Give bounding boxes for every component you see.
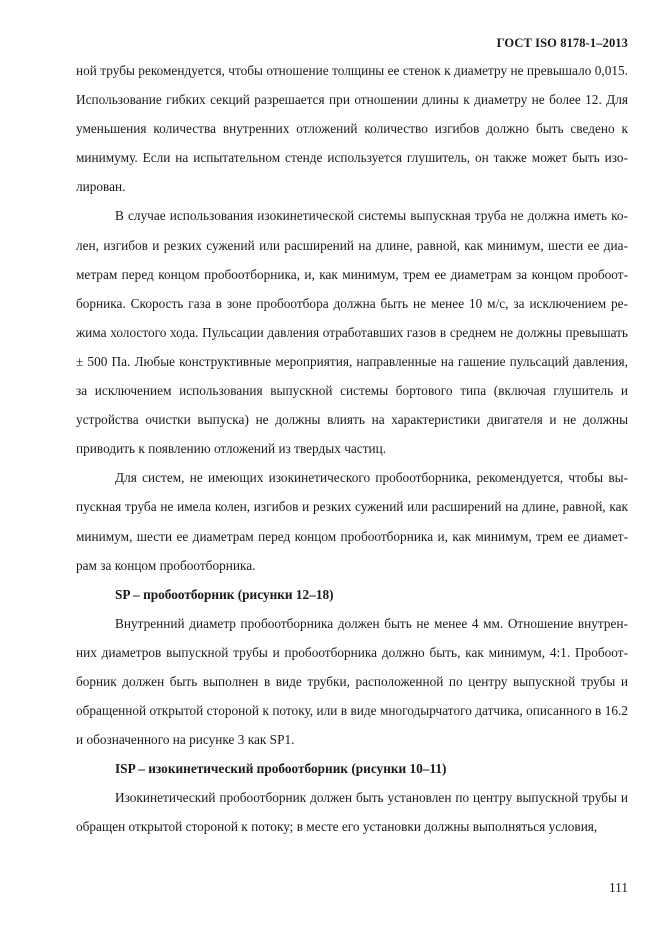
- document-body: [76, 56, 628, 842]
- section-heading-isp: ISP – изокинетический пробоотборник (рисунки 10–11): [115, 761, 447, 777]
- paragraph-isp-probe: Изокинетический пробоотборник должен быть установлен по центру выпускной трубы и обращен открытой стороной к потоку; в месте его установки должны выполняться условия,: [76, 790, 628, 835]
- paragraph-sp-probe: Внутренний диаметр пробоотборника должен быть не менее 4 мм. Отношение внутренних диаметров выпускной трубы и пробоотборника должно быть, как минимум, 4:1. Пробоотборник должен быть выполнен в виде трубки, расположенной по центру выпускной трубы и обращенной открытой стороной к потоку, или в виде многодырчатого датчика, описанного в 16.2 и обозначенного на рисунке 3 как SP1.: [76, 615, 628, 748]
- page-header-standard: ГОСТ ISO 8178-1–2013: [496, 36, 628, 50]
- paragraph-isokinetic-system: В случае использования изокинетической системы выпускная труба не должна иметь колен, изгибов и резких сужений или расширений на длине, равной, как минимум, шести ее диаметрам перед концом пробоотборника, и, как минимум, трем ее диаметрам за концом пробоотборника. Скорость газа в зоне пробоотбора должна быть не менее 10 м/с, за исключением режима холостого хода. Пульсации давления отработавших газов в среднем не должны превышать ± 500 Па. Любые конструктивные мероприятия, направленные на гашение пульсаций давления, за исключением использования выпускной системы бортового типа (включая глушитель и устройства очистки выпуска) не должны влиять на характеристики двигателя и не должны приводить к появлению отложений из твердых частиц.: [76, 208, 628, 457]
- paragraph-non-isokinetic-system: Для систем, не имеющих изокинетического пробоотборника, рекомендуется, чтобы выпускная труба не имела колен, изгибов и резких сужений или расширений на длине, равной, как минимум, шести ее диаметрам перед концом пробоотборника и, как минимум, трем ее диаметрам за концом пробоотборника.: [76, 470, 628, 573]
- section-heading-sp: SP – пробоотборник (рисунки 12–18): [115, 586, 334, 602]
- paragraph-continuation: ной трубы рекомендуется, чтобы отношение толщины ее стенок к диаметру не превышало 0,015. Использование гибких секций разрешается при отношении длины к диаметру не более 12. Для уменьшения количества внутренних отложений количество изгибов должно быть сведено к минимуму. Если на испытательном стенде используется глушитель, он также может быть изолирован.: [76, 63, 628, 195]
- page-number: 111: [609, 880, 628, 895]
